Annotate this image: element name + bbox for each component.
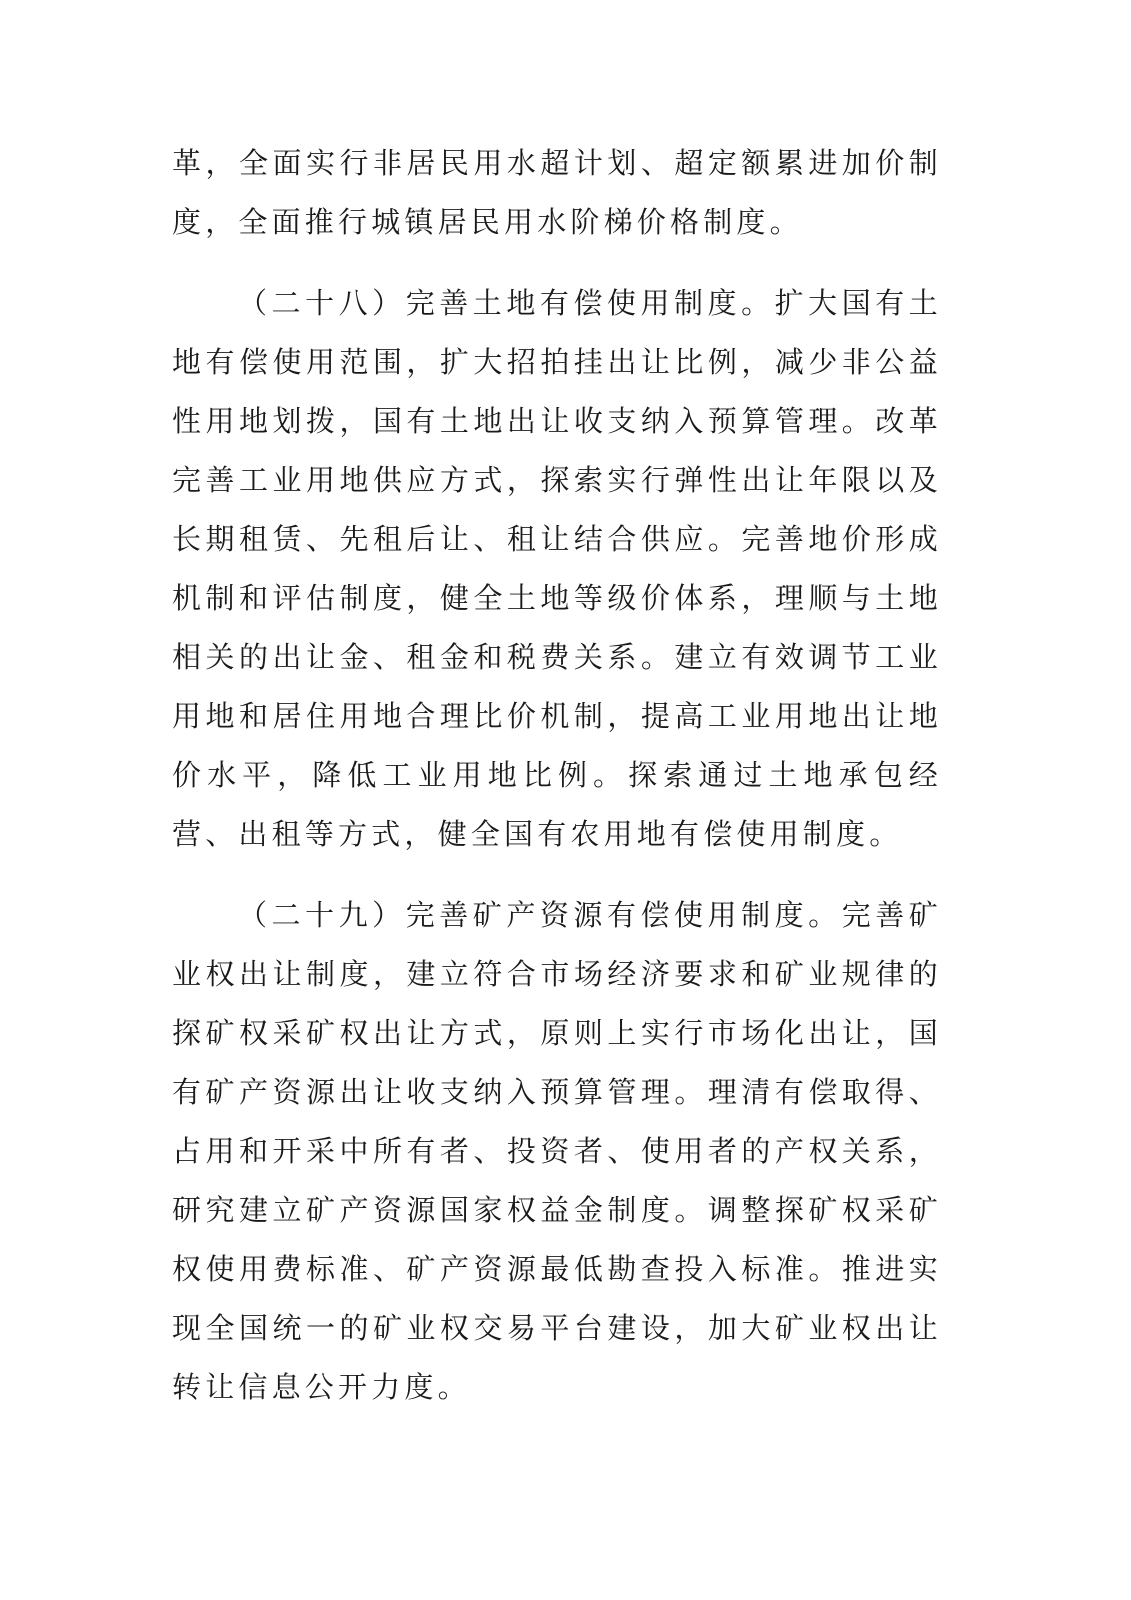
paragraph-item-29: （二十九）完善矿产资源有偿使用制度。完善矿业权出让制度，建立符合市场经济要求和矿业规律的探矿权采矿权出让方式，原则上实行市场化出让，国有矿产资源出让收支纳入预算管理。理清有偿取得、占用和开采中所有者、投资者、使用者的产权关系，研究建立矿产资源国家权益金制度。调整探矿权采矿权使用费标准、矿产资源最低勘查投入标准。推进实现全国统一的矿业权交易平台建设，加大矿业权出让转让信息公开力度。 (172, 898, 942, 1404)
paragraph-continuation: 革，全面实行非居民用水超计划、超定额累进加价制度，全面推行城镇居民用水阶梯价格制度。 (172, 146, 942, 239)
document-body (172, 134, 942, 1417)
paragraph-item-28: （二十八）完善土地有偿使用制度。扩大国有土地有偿使用范围，扩大招拍挂出让比例，减少非公益性用地划拨，国有土地出让收支纳入预算管理。改革完善工业用地供应方式，探索实行弹性出让年限以及长期租赁、先租后让、租让结合供应。完善地价形成机制和评估制度，健全土地等级价体系，理顺与土地相关的出让金、租金和税费关系。建立有效调节工业用地和居住用地合理比价机制，提高工业用地出让地价水平，降低工业用地比例。探索通过土地承包经营、出租等方式，健全国有农用地有偿使用制度。 (172, 286, 942, 851)
